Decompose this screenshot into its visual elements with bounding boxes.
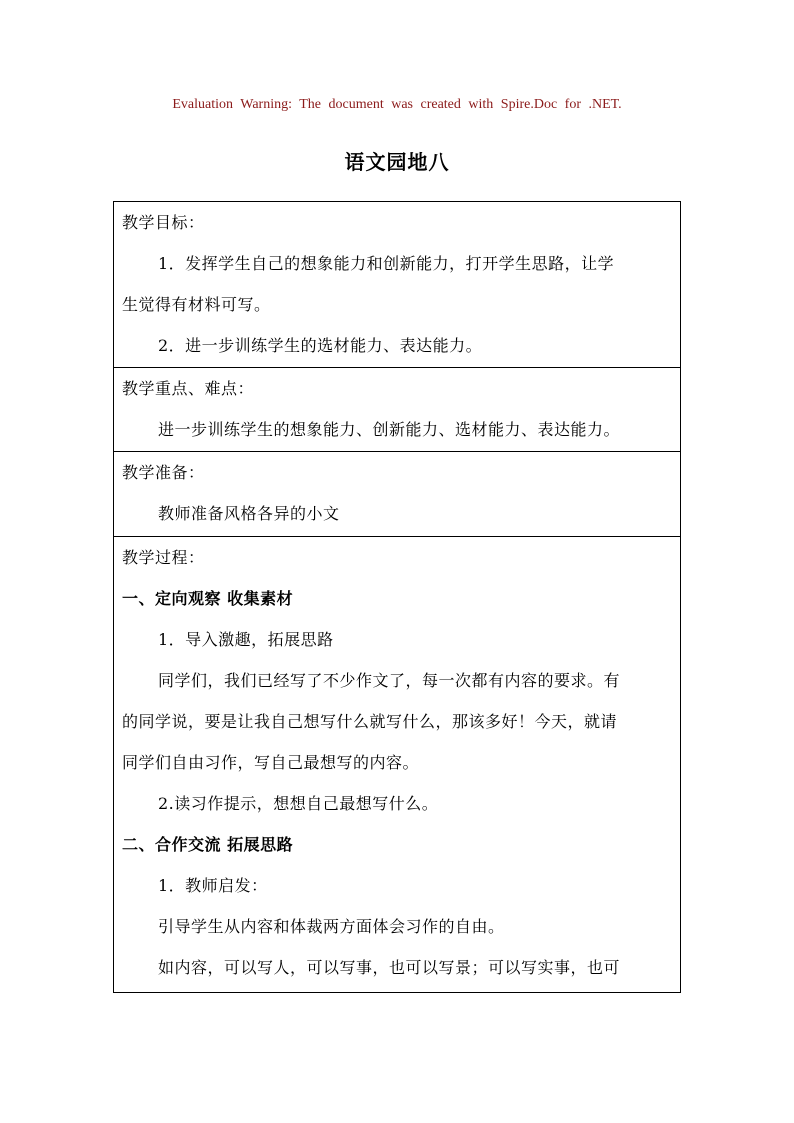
part-1-title: 一、定向观察 收集素材 bbox=[122, 589, 294, 608]
preparation-heading: 教学准备： bbox=[122, 463, 205, 482]
part-1-step-1: 1．导入激趣，拓展思路 bbox=[158, 630, 334, 649]
goal-item-1-line-1: 1．发挥学生自己的想象能力和创新能力，打开学生思路，让学 bbox=[158, 254, 615, 273]
document-title: 语文园地八 bbox=[344, 150, 450, 174]
part-1-paragraph-line-3: 同学们自由习作，写自己最想写的内容。 bbox=[122, 753, 420, 772]
preparation-text: 教师准备风格各异的小文 bbox=[158, 504, 340, 523]
teaching-process-heading: 教学过程： bbox=[122, 548, 205, 567]
key-points-heading: 教学重点、难点： bbox=[122, 379, 255, 398]
part-2-paragraph-2: 如内容，可以写人，可以写事，也可以写景；可以写实事，也可 bbox=[158, 958, 621, 977]
part-2-paragraph-1: 引导学生从内容和体裁两方面体会习作的自由。 bbox=[158, 917, 505, 936]
part-1-paragraph-line-1: 同学们，我们已经写了不少作文了，每一次都有内容的要求。有 bbox=[158, 671, 621, 690]
lesson-plan-table bbox=[113, 201, 681, 993]
teaching-goals-section bbox=[114, 202, 680, 368]
key-points-text: 进一步训练学生的想象能力、创新能力、选材能力、表达能力。 bbox=[158, 420, 621, 439]
part-1-paragraph-line-2: 的同学说，要是让我自己想写什么就写什么，那该多好！今天，就请 bbox=[122, 712, 618, 731]
goal-item-1-line-2: 生觉得有材料可写。 bbox=[122, 295, 271, 314]
part-1-step-2: 2.读习作提示，想想自己最想写什么。 bbox=[158, 794, 439, 813]
teaching-process-section bbox=[114, 537, 680, 993]
goal-item-2: 2．进一步训练学生的选材能力、表达能力。 bbox=[158, 336, 483, 355]
evaluation-warning: Evaluation Warning: The document was created with Spire.Doc for .NET. bbox=[172, 97, 622, 112]
teaching-goals-heading: 教学目标： bbox=[122, 213, 205, 232]
preparation-section bbox=[114, 452, 680, 537]
part-2-title: 二、合作交流 拓展思路 bbox=[122, 835, 294, 854]
part-2-step-1: 1．教师启发： bbox=[158, 876, 268, 895]
key-points-section bbox=[114, 368, 680, 452]
